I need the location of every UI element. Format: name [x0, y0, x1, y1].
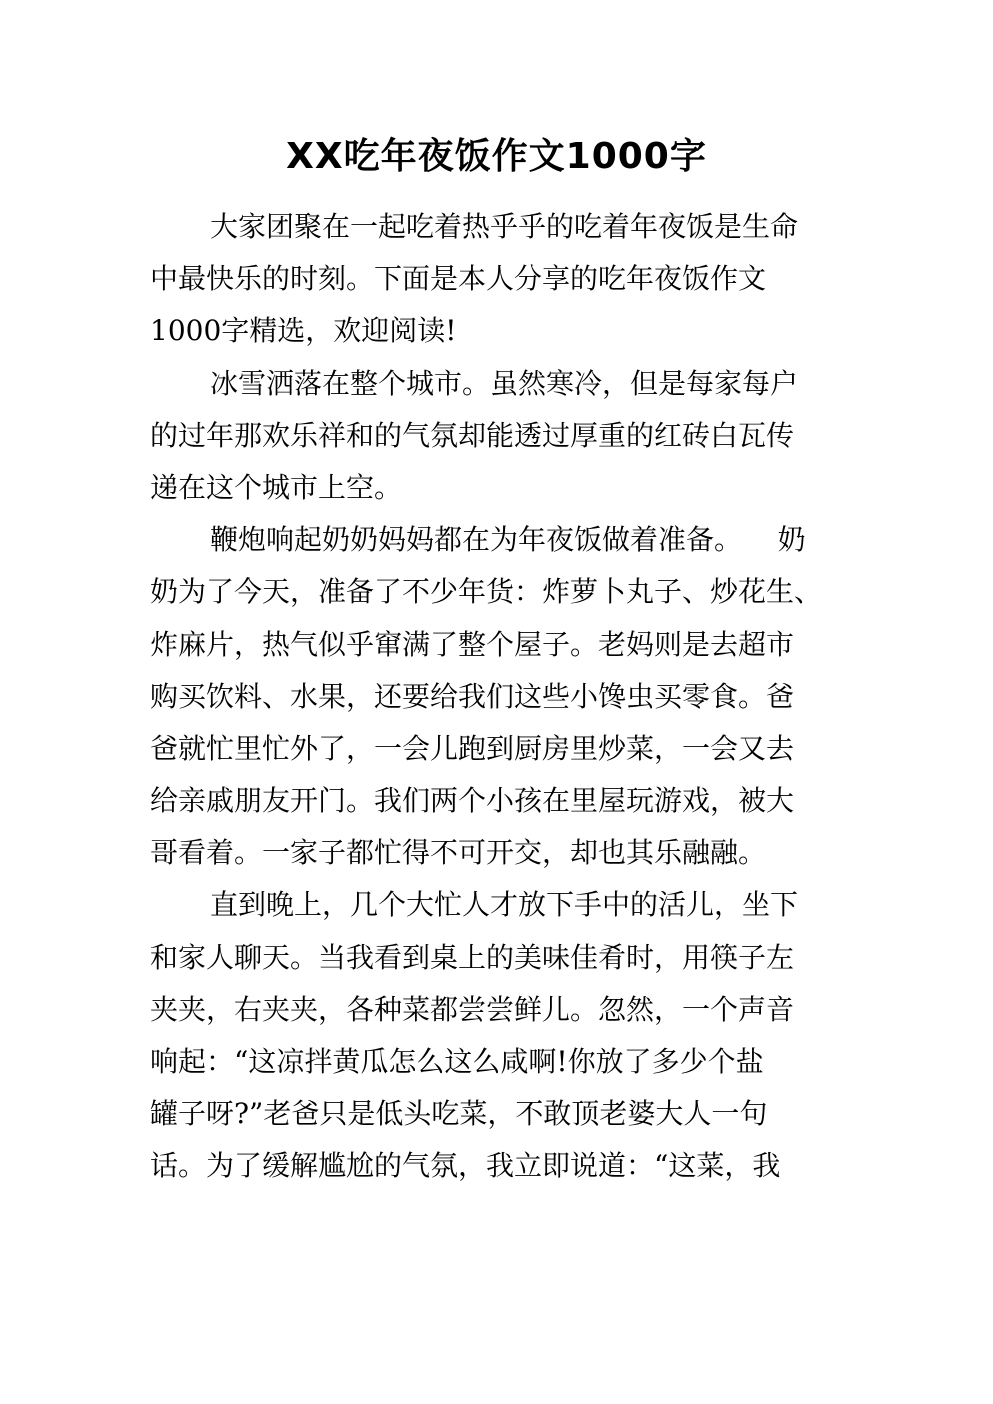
text-line: 中最快乐的时刻。下面是本人分享的吃年夜饭作文 [150, 262, 767, 296]
text-line: 罐子呀?”老爸只是低头吃菜，不敢顶老婆大人一句 [150, 1097, 768, 1131]
text-line: 哥看着。一家子都忙得不可开交，却也其乐融融。 [150, 836, 767, 870]
text-line: 冰雪洒落在整个城市。虽然寒冷，但是每家每户 [210, 366, 799, 400]
text-line: 直到晚上，几个大忙人才放下手中的活儿，坐下 [210, 888, 799, 922]
text-line: 递在这个城市上空。 [150, 470, 403, 504]
text-line: 响起：“这凉拌黄瓜怎么这么咸啊!你放了多少个盐 [150, 1045, 764, 1078]
document-body [150, 201, 850, 1193]
text-line: 大家团聚在一起吃着热乎乎的吃着年夜饭是生命 [210, 210, 799, 243]
text-line: 炸麻片，热气似乎窜满了整个屋子。老妈则是去超市 [150, 627, 795, 661]
text-line: 购买饮料、水果，还要给我们这些小馋虫买零食。爸 [150, 679, 795, 713]
text-line: 的过年那欢乐祥和的气氛却能透过厚重的红砖白瓦传 [150, 418, 795, 452]
text-line: 给亲戚朋友开门。我们两个小孩在里屋玩游戏，被大 [150, 784, 795, 818]
text-line: 和家人聊天。当我看到桌上的美味佳肴时，用筷子左 [150, 940, 795, 974]
text-line: 鞭炮响起奶奶妈妈都在为年夜饭做着准备。 奶 [210, 523, 806, 557]
text-line: 话。为了缓解尴尬的气氛，我立即说道：“这菜，我 [150, 1149, 781, 1183]
text-line: 爸就忙里忙外了，一会儿跑到厨房里炒菜，一会又去 [150, 731, 795, 765]
text-line: 1000字精选，欢迎阅读! [150, 314, 457, 348]
text-line: 奶为了今天，准备了不少年货：炸萝卜丸子、炒花生、 [150, 575, 823, 609]
text-line: 夹夹，右夹夹，各种菜都尝尝鲜儿。忽然，一个声音 [150, 992, 795, 1026]
document-title: XX吃年夜饭作文1000字 [286, 136, 707, 177]
